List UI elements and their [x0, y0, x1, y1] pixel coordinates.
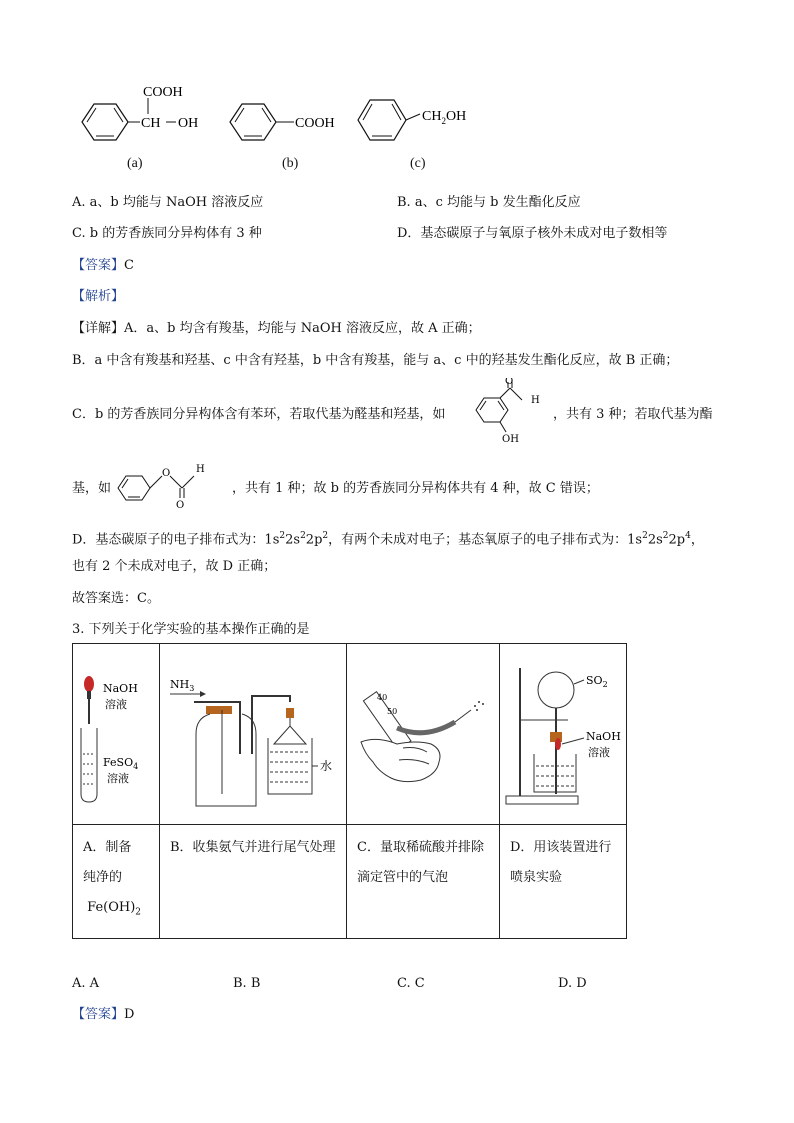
struct-c-ch2: CH — [422, 109, 442, 124]
svg-text:OH: OH — [502, 434, 519, 445]
q3-stem: 3. 下列关于化学实验的基本操作正确的是 — [72, 622, 310, 637]
option-d: D．基态碳原子与氧原子核外未成对电子数相等 — [397, 226, 668, 241]
exp-image-a — [73, 644, 160, 825]
exp-caption-d: D．用该装置进行喷泉实验 — [500, 825, 627, 939]
detail-line-5: D．基态碳原子的电子排布式为：$1s^22s^22p^2$，有两个未成对电子；基态氧原子的电子排布式为：$1s^22s^22p^4$， — [72, 531, 704, 548]
struct-c-oh: OH — [445, 109, 467, 124]
svg-text:溶液: 溶液 — [105, 698, 127, 711]
svg-text:50: 50 — [387, 707, 398, 716]
experiment-table — [72, 643, 627, 939]
svg-text:H: H — [196, 464, 205, 475]
svg-text:溶液: 溶液 — [107, 772, 129, 785]
detail-line-7: 故答案选：C。 — [72, 591, 160, 606]
struct-a-oh: OH — [178, 116, 199, 131]
svg-text:CH2OH — [422, 109, 466, 126]
svg-text:H: H — [531, 395, 540, 406]
svg-text:O: O — [162, 468, 171, 479]
detail-line-1: 【详解】A．a、b 均含有羧基，均能与 NaOH 溶液反应，故 A 正确； — [72, 321, 481, 336]
detail-line-4b: ，共有 1 种；故 b 的芳香族同分异构体共有 4 种，故 C 错误； — [232, 481, 599, 496]
svg-text:NaOH: NaOH — [103, 682, 138, 695]
q3-option-a: A. A — [72, 976, 100, 991]
q3-option-d: D. D — [558, 976, 587, 991]
exp-image-b — [160, 644, 347, 825]
svg-text:O: O — [505, 378, 514, 387]
svg-text:NaOH: NaOH — [586, 730, 621, 743]
svg-text:水: 水 — [320, 759, 333, 773]
svg-text:溶液: 溶液 — [588, 746, 610, 759]
struct-a-label: (a) — [127, 156, 143, 171]
struct-c-sub: 2 — [441, 116, 446, 126]
molecule-phenyl-formate — [114, 458, 234, 508]
struct-b-label: (b) — [282, 156, 299, 171]
svg-text:SO2: SO2 — [586, 674, 608, 689]
svg-text:40: 40 — [377, 693, 388, 702]
struct-b-cooh: COOH — [295, 116, 335, 131]
answer-1: 【答案】C — [72, 258, 134, 273]
q3-option-c: C. C — [397, 976, 425, 991]
exp-image-c — [347, 644, 500, 825]
analysis-tag: 【解析】 — [72, 289, 125, 304]
structure-b — [222, 90, 352, 150]
structure-a — [70, 80, 220, 155]
exp-caption-a: A．制备纯净的 $Fe(OH)_2$ — [73, 825, 160, 939]
detail-line-3a: C．b 的芳香族同分异构体含有苯环，若取代基为醛基和羟基，如 — [72, 407, 446, 422]
svg-text:NH3: NH3 — [170, 678, 195, 693]
structure-c — [352, 88, 492, 150]
svg-text:FeSO4: FeSO4 — [103, 756, 139, 771]
detail-line-6: 也有 2 个未成对电子，故 D 正确； — [72, 559, 277, 574]
detail-line-2: B．a 中含有羧基和羟基、c 中含有羟基，b 中含有羧基，能与 a、c 中的羟基发生酯化反应，故 B 正确； — [72, 353, 679, 368]
detail-line-4a: 基，如 — [72, 481, 112, 496]
q3-option-b: B. B — [233, 976, 261, 991]
struct-c-label: (c) — [410, 156, 426, 171]
struct-a-cooh: COOH — [143, 85, 183, 100]
option-b: B. a、c 均能与 b 发生酯化反应 — [397, 195, 581, 210]
option-a: A. a、b 均能与 NaOH 溶液反应 — [72, 195, 264, 210]
svg-text:O: O — [176, 500, 185, 508]
detail-line-3b: ，共有 3 种；若取代基为酯 — [553, 407, 713, 422]
option-c: C. b 的芳香族同分异构体有 3 种 — [72, 226, 262, 241]
molecule-salicylaldehyde — [470, 378, 550, 446]
answer-3: 【答案】D — [72, 1007, 135, 1022]
exp-image-d — [500, 644, 627, 825]
exp-caption-c: C．量取稀硫酸并排除滴定管中的气泡 — [347, 825, 500, 939]
struct-a-ch: CH — [141, 116, 161, 131]
exp-caption-b: B．收集氨气并进行尾气处理 — [160, 825, 347, 939]
